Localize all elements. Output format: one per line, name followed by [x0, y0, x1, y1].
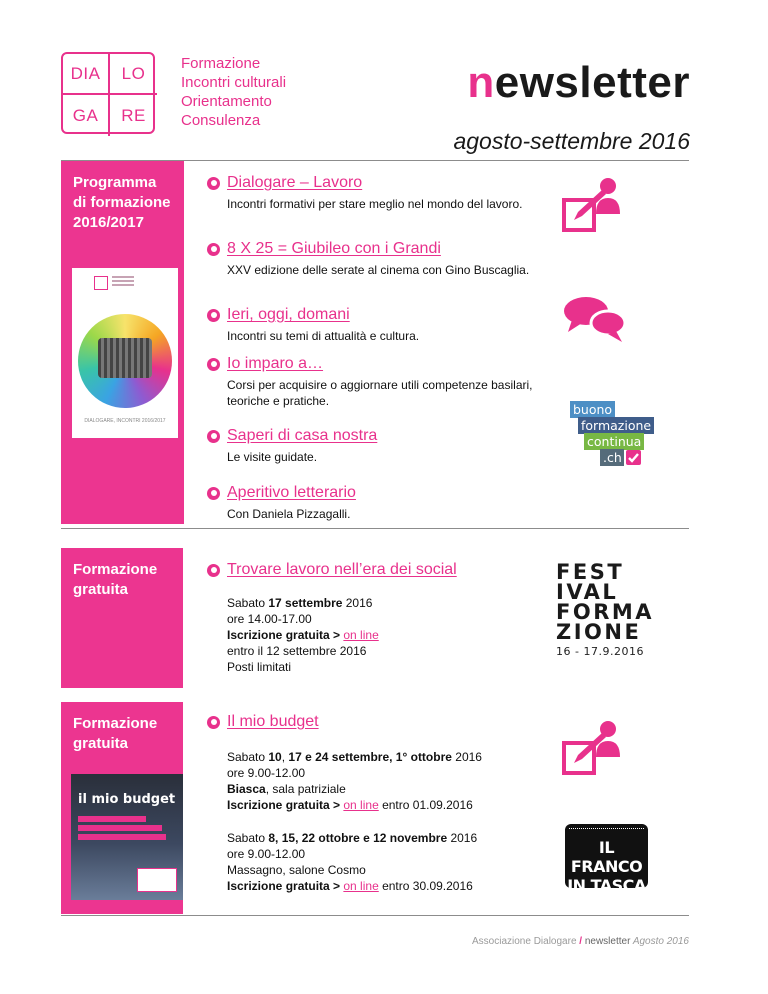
- program-entry: [207, 306, 537, 344]
- online-link[interactable]: on line: [343, 879, 379, 893]
- entry-title-link[interactable]: Il mio budget: [227, 713, 319, 730]
- newsletter-date: agosto-settembre 2016: [453, 128, 690, 154]
- program-entry: [207, 427, 537, 465]
- bullet-icon: [207, 309, 220, 322]
- entry-title-link[interactable]: Io imparo a…: [227, 355, 324, 372]
- service-item: Orientamento: [181, 93, 272, 110]
- bullet-icon: [207, 177, 220, 190]
- service-item: Incontri culturali: [181, 74, 287, 91]
- session-details: [227, 830, 477, 894]
- logo-line: buono: [570, 401, 615, 418]
- entry-title-link[interactable]: 8 X 25 = Giubileo con i Grandi: [227, 240, 441, 257]
- entry-title-link[interactable]: Trovare lavoro nell’era dei social: [227, 561, 457, 578]
- session-registration: Iscrizione gratuita > on line entro 30.09.2016: [227, 879, 473, 893]
- program-entry: [207, 484, 537, 522]
- dialogare-logo: [61, 52, 155, 134]
- logo-cell: DIA: [63, 54, 110, 95]
- cover-bar: [78, 834, 166, 840]
- bullet-icon: [207, 358, 220, 371]
- budget-cover-image: [71, 774, 183, 900]
- cover-title: il mio budget: [78, 792, 176, 807]
- entry-description: XXV edizione delle serate al cinema con Gino Buscaglia.: [227, 263, 530, 277]
- logo-line: ZIONE: [556, 620, 642, 644]
- bullet-icon: [207, 430, 220, 443]
- bullet-icon: [207, 564, 220, 577]
- logo-cell: LO: [110, 54, 157, 95]
- session-registration: Iscrizione gratuita > on line entro 01.09.2016: [227, 798, 473, 812]
- session-date: Sabato 8, 15, 22 ottobre e 12 novembre 2016: [227, 831, 478, 845]
- session-details: [227, 749, 482, 813]
- logo-cell: RE: [121, 105, 146, 125]
- program-entry: [207, 240, 537, 278]
- entry-description: Corsi per acquisire o aggiornare utili competenze basilari, teoriche e pratiche.: [227, 378, 533, 408]
- entry-description: Le visite guidate.: [227, 450, 318, 464]
- course-entry: [207, 713, 537, 731]
- logo-line: FEST: [556, 560, 625, 584]
- course-date: Sabato 17 settembre 2016: [227, 596, 373, 610]
- cover-caption: DIALOGARE, INCONTRI 2016/2017: [84, 418, 166, 424]
- side-label: Formazione gratuita: [73, 715, 158, 752]
- entry-description: Incontri su temi di attualità e cultura.: [227, 329, 420, 343]
- logo-line: continua: [584, 433, 644, 450]
- check-icon: [626, 450, 641, 465]
- divider: [61, 528, 689, 529]
- festival-formazione-logo: [556, 562, 654, 658]
- cover-bar: [78, 825, 162, 831]
- bullet-icon: [207, 243, 220, 256]
- entry-description: Con Daniela Pizzagalli.: [227, 507, 351, 521]
- logo-line: formazione: [578, 417, 654, 434]
- program-entry: [207, 174, 537, 212]
- bullet-icon: [207, 716, 220, 729]
- online-link[interactable]: on line: [343, 628, 379, 642]
- side-panel-gratuita: [61, 548, 183, 688]
- bullet-icon: [207, 487, 220, 500]
- entry-description: Incontri formativi per stare meglio nel mondo del lavoro.: [227, 197, 523, 211]
- session-date: Sabato 10, 17 e 24 settembre, 1° ottobre 2016: [227, 750, 482, 764]
- edit-person-icon: [562, 719, 626, 777]
- session-time: ore 9.00-12.00: [227, 847, 306, 861]
- side-label: Programma di formazione 2016/2017: [73, 174, 171, 231]
- side-label: Formazione gratuita: [73, 561, 158, 598]
- logo-cell: GA: [63, 95, 110, 136]
- edit-person-icon: [562, 176, 626, 234]
- buono-formazione-logo: [570, 401, 688, 467]
- logo-line: FORMA: [556, 600, 655, 624]
- service-item: Consulenza: [181, 112, 261, 129]
- entry-title-link[interactable]: Ieri, oggi, domani: [227, 306, 350, 323]
- newsletter-title: [467, 58, 690, 108]
- divider: [61, 915, 689, 916]
- logo-line: .ch: [600, 449, 624, 466]
- title-initial: n: [467, 58, 495, 107]
- logo-line: IVAL: [556, 580, 619, 604]
- cover-text-lines: [112, 276, 134, 290]
- course-details: [227, 595, 379, 675]
- logo-line: IN TASCA: [567, 876, 646, 895]
- chat-bubbles-icon: [562, 296, 628, 344]
- festival-dates: 16 - 17.9.2016: [556, 645, 644, 658]
- entry-title-link[interactable]: Aperitivo letterario: [227, 484, 356, 501]
- title-rest: ewsletter: [494, 58, 690, 107]
- franco-in-tasca-logo: [565, 824, 648, 895]
- entry-title-link[interactable]: Saperi di casa nostra: [227, 427, 378, 444]
- course-deadline: entro il 12 settembre 2016: [227, 644, 367, 658]
- page-footer: Associazione Dialogare / newsletter Agosto 2016: [472, 936, 689, 947]
- entry-title-link[interactable]: Dialogare – Lavoro: [227, 174, 363, 191]
- cover-logo: [94, 276, 108, 290]
- course-entry: [207, 561, 537, 579]
- program-entry: [207, 355, 537, 409]
- course-note: Posti limitati: [227, 660, 292, 674]
- cover-group-photo: [98, 338, 152, 378]
- course-time: ore 14.00-17.00: [227, 612, 312, 626]
- online-link[interactable]: on line: [343, 798, 379, 812]
- program-cover-image: [72, 268, 178, 438]
- cover-logo-box: [137, 868, 177, 892]
- course-registration: Iscrizione gratuita > on line: [227, 628, 379, 642]
- service-item: Formazione: [181, 55, 261, 72]
- cover-bar: [78, 816, 146, 822]
- services-list: [181, 54, 286, 130]
- session-place: Massagno, salone Cosmo: [227, 863, 366, 877]
- logo-line: IL FRANCO: [570, 838, 643, 876]
- session-time: ore 9.00-12.00: [227, 766, 306, 780]
- session-place: Biasca, sala patriziale: [227, 782, 346, 796]
